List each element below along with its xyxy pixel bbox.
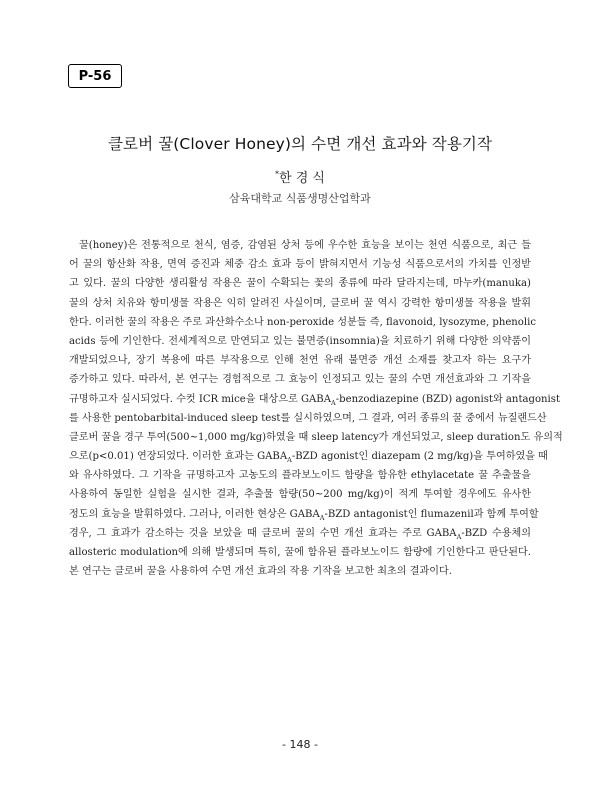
- abstract-line: 꿀(honey)은 전통적으로 천식, 염증, 감염된 상처 등에 우수한 효능을 보이는 천연 식품으로, 최근 들: [79, 240, 531, 251]
- abstract-line: allosteric modulation에 의해 발생되며 특히, 꿀에 함유된 플라보노이드 함량에 기인한다고 판단된다.: [69, 547, 531, 558]
- corresponding-author-mark: *: [275, 169, 280, 179]
- abstract-line: 어 꿀의 항산화 작용, 면역 증진과 체중 감소 효과 등이 밝혀지면서 기능성 식품으로서의 가치를 인정받: [69, 259, 531, 271]
- abstract-line: 정도의 효능을 발휘하였다. 그러나, 이러한 현상은 $GABA_A$-BZD antagonist인 flumazenil과 함께 투여할: [69, 508, 539, 522]
- abstract-line: 꿀의 상처 치유와 항미생물 작용은 익히 알려진 사실이며, 클로버 꿀 역시 강력한 항미생물 작용을 발휘: [69, 297, 531, 309]
- abstract-line: 고 있다. 꿀의 다양한 생리활성 작용은 꿀이 수확되는 꽃의 종류에 따라 달라지는데, 마누카(manuka): [69, 278, 531, 290]
- abstract-line: 사용하여 동일한 실험을 실시한 결과, 추출물 함량(50~200 mg/kg)이 적게 투여할 경우에도 유사한: [69, 489, 531, 501]
- abstract-line: 증가하고 있다. 따라서, 본 연구는 경험적으로 그 효능이 인정되고 있는 꿀의 수면 개선효과와 그 기작을: [69, 374, 531, 386]
- abstract-line: 규명하고자 실시되었다. 수컷 ICR mice을 대상으로 $GABA_A$-benzodiazepine (BZD) agonist와 antagonist: [69, 393, 561, 407]
- abstract-line: acids 등에 기인한다. 전세계적으로 만연되고 있는 불면증(insomnia)을 치료하기 위해 다양한 의약품이: [69, 335, 531, 347]
- paper-title: 클로버 꿀(Clover Honey)의 수면 개선 효과와 작용기작: [107, 135, 493, 153]
- abstract-line: 와 유사하였다. 그 기작을 규명하고자 고농도의 플라보노이드 함량을 함유한 ethylacetate 꿀 추출물을: [69, 470, 531, 482]
- abstract-line: 본 연구는 클로버 꿀을 사용하여 수면 개선 효과의 작용 기작을 보고한 최초의 결과이다.: [69, 566, 452, 578]
- abstract-line: 개발되었으나, 장기 복용에 따른 부작용으로 인해 천연 유래 불면증 개선 소재를 찾고자 하는 요구가: [69, 355, 531, 367]
- abstract-line: 클로버 꿀을 경구 투여(500~1,000 mg/kg)하였을 때 sleep latency가 개선되었고, sleep duration도 유의적: [69, 431, 563, 443]
- affiliation: 삼육대학교 식품생명산업학과: [229, 192, 371, 205]
- author-line: [0, 167, 600, 186]
- page-number: - 148 -: [282, 738, 318, 751]
- abstract-line: 한다. 이러한 꿀의 작용은 주로 과산화수소나 non-peroxide 성분들 즉, flavonoid, lysozyme, phenolic: [69, 316, 536, 328]
- abstract-line: 으로(p<0.01) 연장되었다. 이러한 효과는 $GABA_A$-BZD agonist인 diazepam (2 mg/kg)을 투여하였을 때: [69, 451, 548, 465]
- abstract-line: 경우, 그 효과가 감소하는 것을 보았을 때 클로버 꿀의 수면 개선 효과는 주로 $GABA_A$-BZD 수용체의: [69, 527, 531, 541]
- abstract-line: 를 사용한 pentobarbital-induced sleep test를 실시하였으며, 그 결과, 여러 종류의 꿀 중에서 뉴질랜드산: [69, 412, 547, 424]
- poster-id-badge: P-56: [68, 64, 122, 88]
- abstract-body: [69, 236, 563, 581]
- author-name: 한 경 식: [279, 171, 325, 186]
